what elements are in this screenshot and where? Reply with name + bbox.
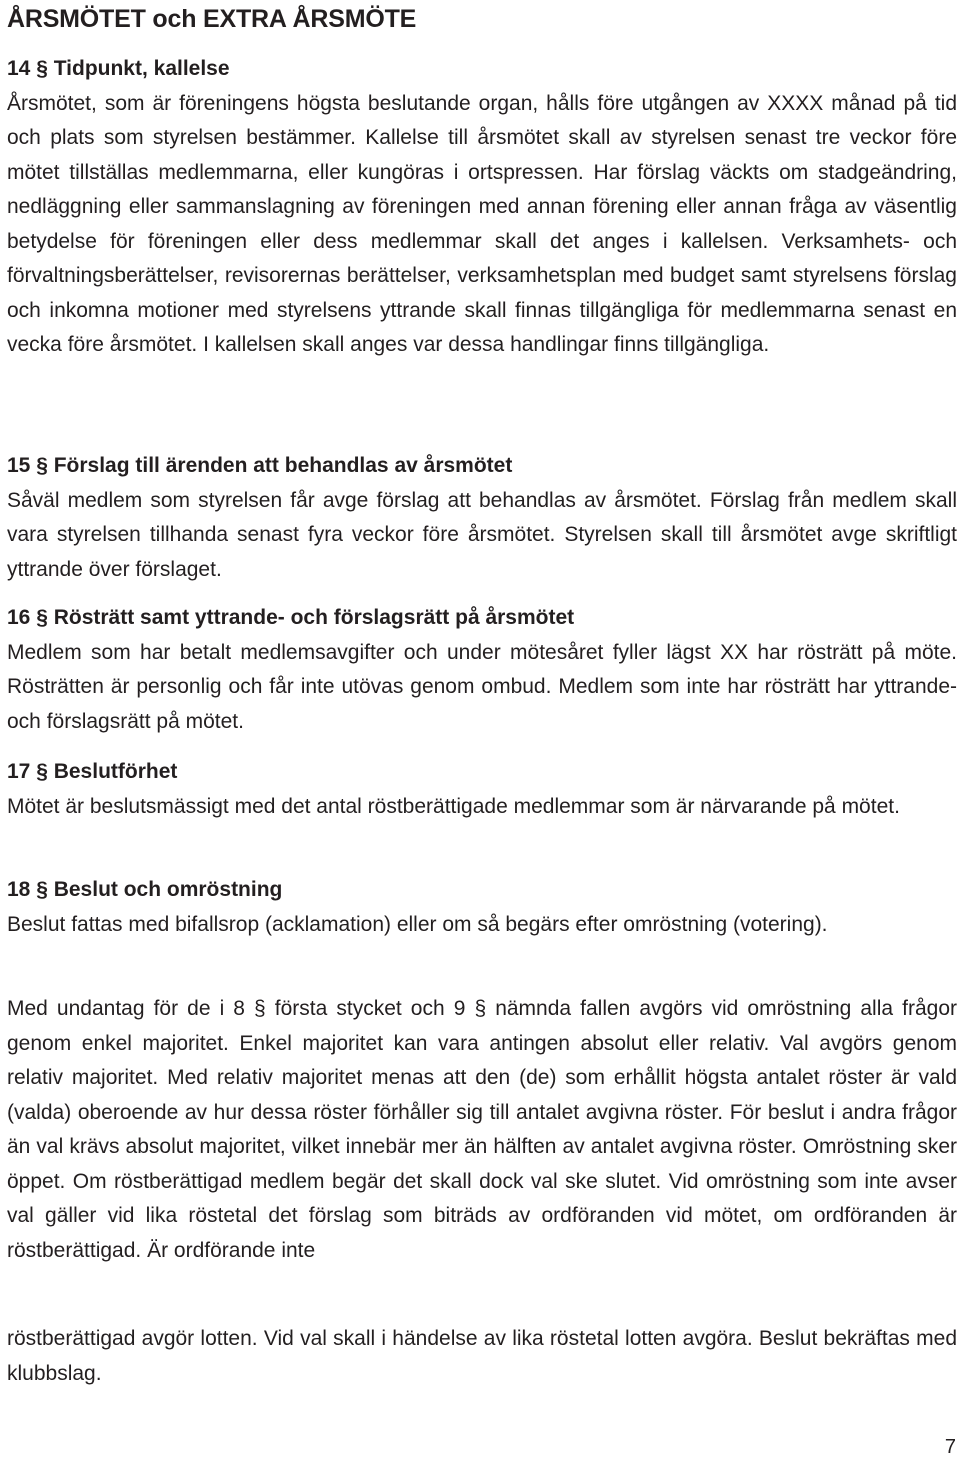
section-heading: 18 § Beslut och omröstning (7, 878, 283, 901)
section-body: Mötet är beslutsmässigt med det antal röstberättigade medlemmar som är närvarande på mötet. (7, 794, 900, 818)
section-heading: 15 § Förslag till ärenden att behandlas av årsmötet (7, 454, 513, 477)
section-14 (7, 52, 957, 363)
page-title: ÅRSMÖTET och EXTRA ÅRSMÖTE (7, 5, 417, 33)
section-15 (7, 449, 957, 587)
body-paragraph: röstberättigad avgör lotten. Vid val skall i händelse av lika röstetal lotten avgöra. Beslut bekräftas med klubbslag. (7, 1327, 957, 1385)
section-body: Såväl medlem som styrelsen får avge förslag att behandlas av årsmötet. Förslag från medlem skall vara styrelsen tillhanda senast fyra veckor före årsmötet. Styrelsen skall till årsmötet avge skriftligt yttrande över förslaget. (7, 488, 957, 581)
paragraph-lottery (7, 1322, 957, 1391)
section-heading: 14 § Tidpunkt, kallelse (7, 57, 230, 80)
section-16 (7, 601, 957, 739)
section-17 (7, 755, 957, 824)
section-heading: 16 § Rösträtt samt yttrande- och förslagsrätt på årsmötet (7, 606, 575, 629)
section-body: Medlem som har betalt medlemsavgifter och under mötesåret fyller lägst XX har rösträtt på möte. Rösträtten är personlig och får inte utövas genom ombud. Medlem som inte har rösträtt har yttrande- och förslagsrätt på mötet. (7, 640, 957, 733)
body-paragraph: Med undantag för de i 8 § första stycket och 9 § nämnda fallen avgörs vid omröstning alla frågor genom enkel majoritet. Enkel majoritet kan vara antingen absolut eller relativ. Val avgörs genom relativ majoritet. Med relativ majoritet menas att den (de) som erhållit högsta antalet röster är vald (valda) oberoende av hur dessa röster förhåller sig till antalet avgivna röster. För beslut i andra frågor än val krävs absolut majoritet, vilket innebär mer än hälften av antalet avgivna röster. Omröstning sker öppet. Om röstberättigad medlem begär det skall dock val ske slutet. Vid omröstning som inte avser val gäller vid lika röstetal det förslag som biträds av ordföranden vid mötet, om ordföranden är röstberättigad. Är ordförande inte (7, 997, 957, 1262)
section-18 (7, 873, 957, 942)
section-body: Årsmötet, som är föreningens högsta beslutande organ, hålls före utgången av XXXX månad på tid och plats som styrelsen bestämmer. Kallelse till årsmötet skall av styrelsen senast tre veckor före mötet tillställas medlemmarna, eller kungöras i ortspressen. Har förslag väckts om stadgeändring, nedläggning eller sammanslagning av föreningen med annan förening eller annan fråga av väsentlig betydelse för föreningen eller dess medlemmar skall det anges i kallelsen. Verksamhets- och förvaltningsberättelser, revisorernas berättelser, verksamhetsplan med budget samt styrelsens förslag och inkomna motioner med styrelsens yttrande skall finnas tillgängliga för medlemmarna senast en vecka före årsmötet. I kallelsen skall anges var dessa handlingar finns tillgängliga. (7, 91, 957, 356)
page-number: 7 (944, 1436, 956, 1458)
paragraph-majority (7, 992, 957, 1268)
section-body: Beslut fattas med bifallsrop (acklamation) eller om så begärs efter omröstning (votering). (7, 912, 828, 936)
section-heading: 17 § Beslutförhet (7, 760, 178, 783)
